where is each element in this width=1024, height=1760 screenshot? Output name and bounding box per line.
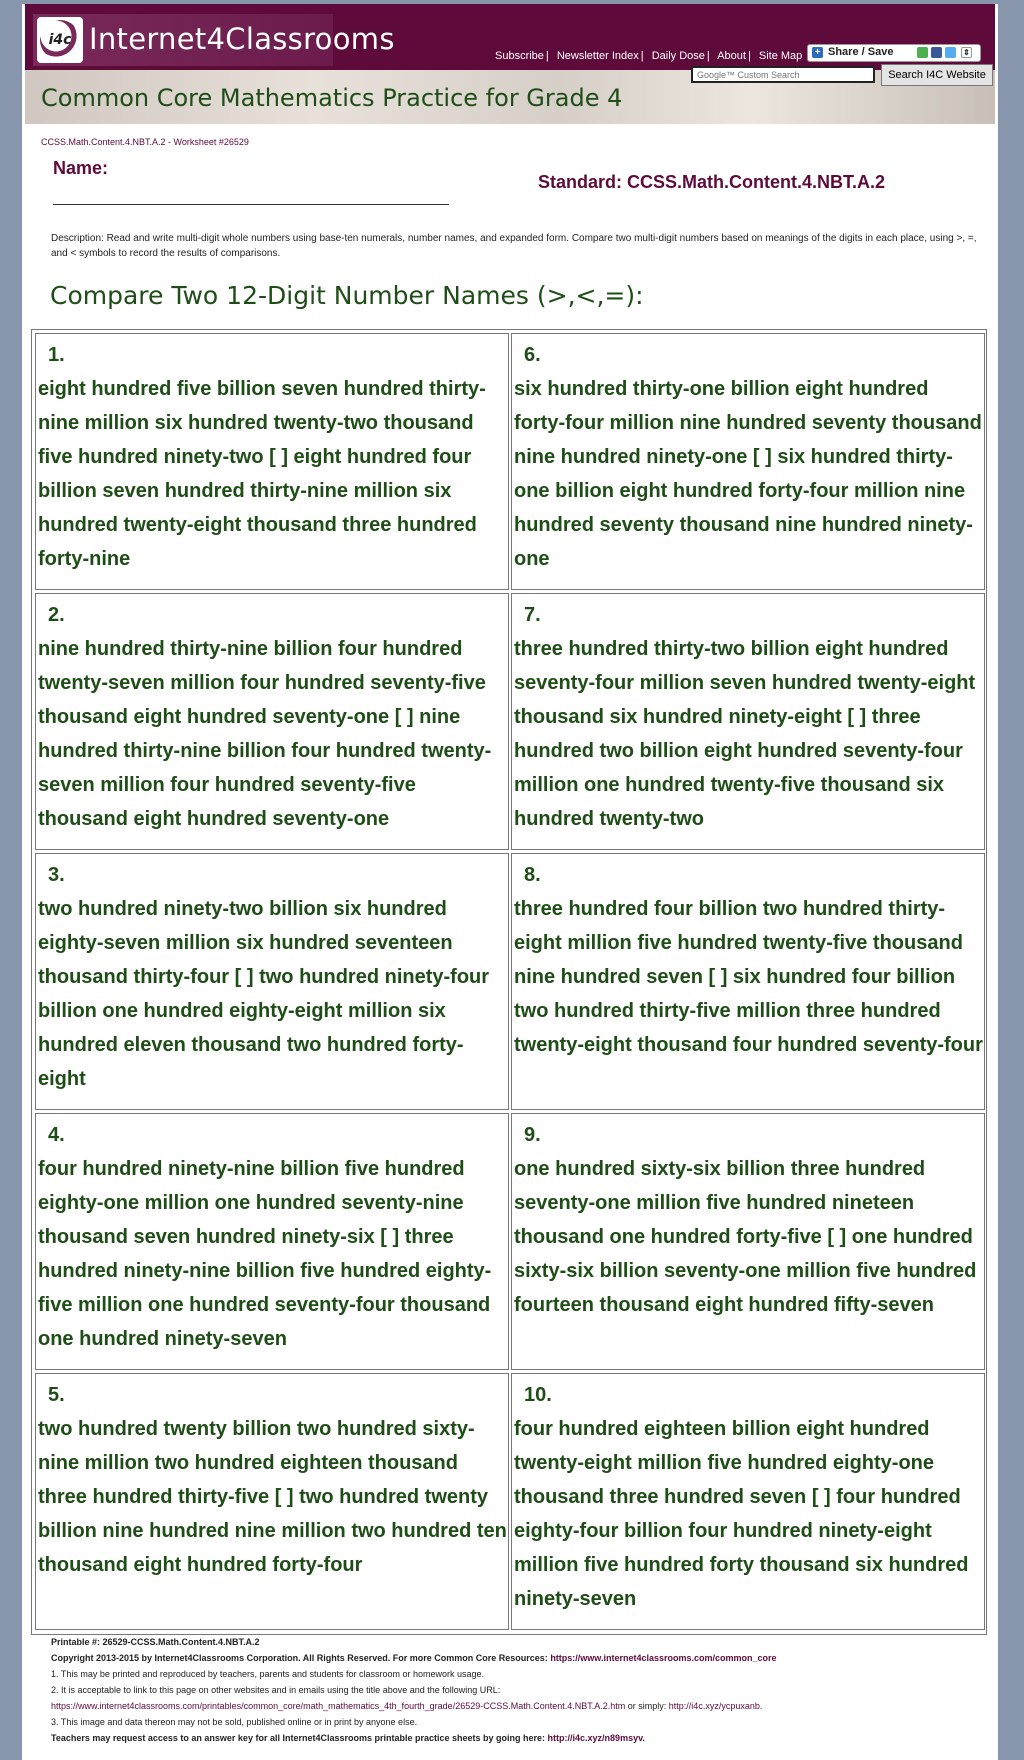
facebook-icon[interactable] [931,47,942,58]
question-cell-8 [511,853,985,1110]
page [22,0,998,1760]
search-button[interactable]: Search I4C Website [881,64,993,86]
more-arrows-icon[interactable]: ⇕ [961,47,972,58]
page-title: Common Core Mathematics Practice for Grade 4 [41,84,623,112]
question-number: 6. [524,344,541,366]
question-number: 1. [48,344,65,366]
site-logo[interactable] [33,14,395,66]
worksheet-crumb: CCSS.Math.Content.4.NBT.A.2 - Worksheet #26529 [41,137,249,147]
question-cell-7 [511,593,985,850]
name-line [53,204,449,205]
search-input[interactable] [691,66,875,83]
nav-about[interactable]: About [717,50,746,62]
question-cell-9 [511,1113,985,1370]
question-cell-5 [35,1373,509,1630]
question-cell-1 [35,333,509,590]
question-text: eight hundred five billion seven hundred thirty-nine million six hundred twenty-two thousand five hundred ninety-two [ ] eight hundred four billion seven hundred thirty-nine million six hundred twenty-eight thousand three hundred forty-nine [38,378,486,570]
question-number: 10. [524,1384,552,1406]
question-number: 3. [48,864,65,886]
twitter-icon[interactable] [945,47,956,58]
question-text: one hundred sixty-six billion three hundred seventy-one million five hundred nineteen thousand one hundred forty-five [ ] one hundred sixty-six billion seventy-one million five hundred fourteen thousand eight hundred fifty-seven [514,1158,977,1316]
question-text: four hundred eighteen billion eight hundred twenty-eight million five hundred eighty-one thousand three hundred seven [ ] four hundred eighty-four billion four hundred ninety-eight million five hundred forty thousand six hundred ninety-seven [514,1418,969,1610]
url-line: https://www.internet4classrooms.com/printables/common_core/math_mathematics_4th_fourth_grade/26529-CCSS.Math.Content.4.NBT.A.2.htm or simply: http://i4c.xyz/ycpuxanb. [51,1701,763,1711]
description: Description: Read and write multi-digit whole numbers using base-ten numerals, number names, and expanded form. Compare two multi-digit numbers based on meanings of the digits in each place, using >, =, and < symbols to record the results of comparisons. [51,233,977,259]
question-text: three hundred thirty-two billion eight hundred seventy-four million seven hundred twenty-eight thousand six hundred ninety-eight [ ] three hundred two billion eight hundred seventy-four million one hundred twenty-five thousand six hundred twenty-two [514,638,976,830]
share-save-button[interactable] [807,44,981,62]
question-cell-10 [511,1373,985,1630]
top-nav: Subscribe | Newsletter Index | Daily Dose | About | Site Map [495,50,803,62]
question-text: nine hundred thirty-nine billion four hundred twenty-seven million four hundred seventy-five thousand eight hundred seventy-one [ ] nine hundred thirty-nine billion four hundred twenty-seven million four hundred seventy-five thousand eight hundred seventy-one [38,638,492,830]
logo-badge-icon [37,17,83,63]
answer-key-line: Teachers may request access to an answer key for all Internet4Classrooms printable practice sheets by going here: http://i4c.xyz/n89msyv. [51,1733,645,1743]
nav-newsletter-index[interactable]: Newsletter Index [556,50,639,62]
usage-line-3: 3. This image and data thereon may not be sold, published online or in print by anyone else. [51,1717,418,1727]
question-number: 9. [524,1124,541,1146]
question-number: 4. [48,1124,65,1146]
question-number: 8. [524,864,541,886]
question-text: four hundred ninety-nine billion five hundred eighty-one million one hundred seventy-nine thousand seven hundred ninety-six [ ] three hundred ninety-nine billion five hundred eighty-five million one hundred seventy-four thousand one hundred ninety-seven [38,1158,492,1350]
questions-table [31,329,987,1635]
question-text: two hundred ninety-two billion six hundred eighty-seven million six hundred seventeen thousand thirty-four [ ] two hundred ninety-four billion one hundred eighty-eight million six hundred eleven thousand two hundred forty-eight [38,898,490,1090]
nav-daily-dose[interactable]: Daily Dose [651,50,705,62]
site-header [25,4,995,70]
question-text: two hundred twenty billion two hundred sixty-nine million two hundred eighteen thousand three hundred thirty-five [ ] two hundred twenty billion nine hundred nine million two hundred ten thousand eight hundred forty-four [38,1418,507,1576]
question-cell-3 [35,853,509,1110]
logo-text: Internet4Classrooms [89,22,395,56]
worksheet-title: Compare Two 12-Digit Number Names (>,<,=): [50,281,644,310]
usage-line-1: 1. This may be printed and reproduced by teachers, parents and students for classroom or homework usage. [51,1669,485,1679]
question-cell-6 [511,333,985,590]
standard-label: Standard: CCSS.Math.Content.4.NBT.A.2 [538,172,886,192]
answer-key-text: Teachers may request access to an answer key for all Internet4Classrooms printable practice sheets by going here: [51,1733,546,1743]
question-number: 7. [524,604,541,626]
common-core-link[interactable]: https://www.internet4classrooms.com/common_core [550,1653,777,1663]
long-url-link[interactable]: https://www.internet4classrooms.com/printables/common_core/math_mathematics_4th_fourth_grade/26529-CCSS.Math.Content.4.NBT.A.2.htm [51,1701,626,1711]
printable-number: Printable #: 26529-CCSS.Math.Content.4.NBT.A.2 [51,1637,260,1647]
copyright-text: Copyright 2013-2015 by Internet4Classrooms Corporation. All Rights Reserved. For more Common Core Resources: [51,1653,548,1663]
email-icon[interactable] [917,47,928,58]
plus-icon: + [812,47,823,58]
question-number: 5. [48,1384,65,1406]
title-banner [25,70,995,124]
question-text: six hundred thirty-one billion eight hundred forty-four million nine hundred seventy thousand nine hundred ninety-one [ ] six hundred thirty-one billion eight hundred forty-four million nine hundred seventy thousand nine hundred ninety-one [514,378,982,570]
short-url-link[interactable]: http://i4c.xyz/ycpuxanb [668,1701,760,1711]
answer-key-link[interactable]: http://i4c.xyz/n89msyv [547,1733,643,1743]
name-label: Name: [53,158,109,178]
nav-subscribe[interactable]: Subscribe [495,50,544,62]
question-text: three hundred four billion two hundred thirty-eight million five hundred twenty-five thousand nine hundred seven [ ] six hundred four billion two hundred thirty-five million three hundred twenty-eight thousand four hundred seventy-four [514,898,983,1056]
footer [51,1634,991,1746]
share-label: Share / Save [828,46,894,58]
logo-badge-text: i4c [40,20,80,60]
usage-line-2: 2. It is acceptable to link to this page on other websites and in emails using the title above and the following URL: [51,1685,501,1695]
question-number: 2. [48,604,65,626]
url-or-text: or simply: [625,1701,669,1711]
copyright-line [51,1650,991,1666]
question-cell-2 [35,593,509,850]
nav-site-map[interactable]: Site Map [758,50,803,62]
question-cell-4 [35,1113,509,1370]
